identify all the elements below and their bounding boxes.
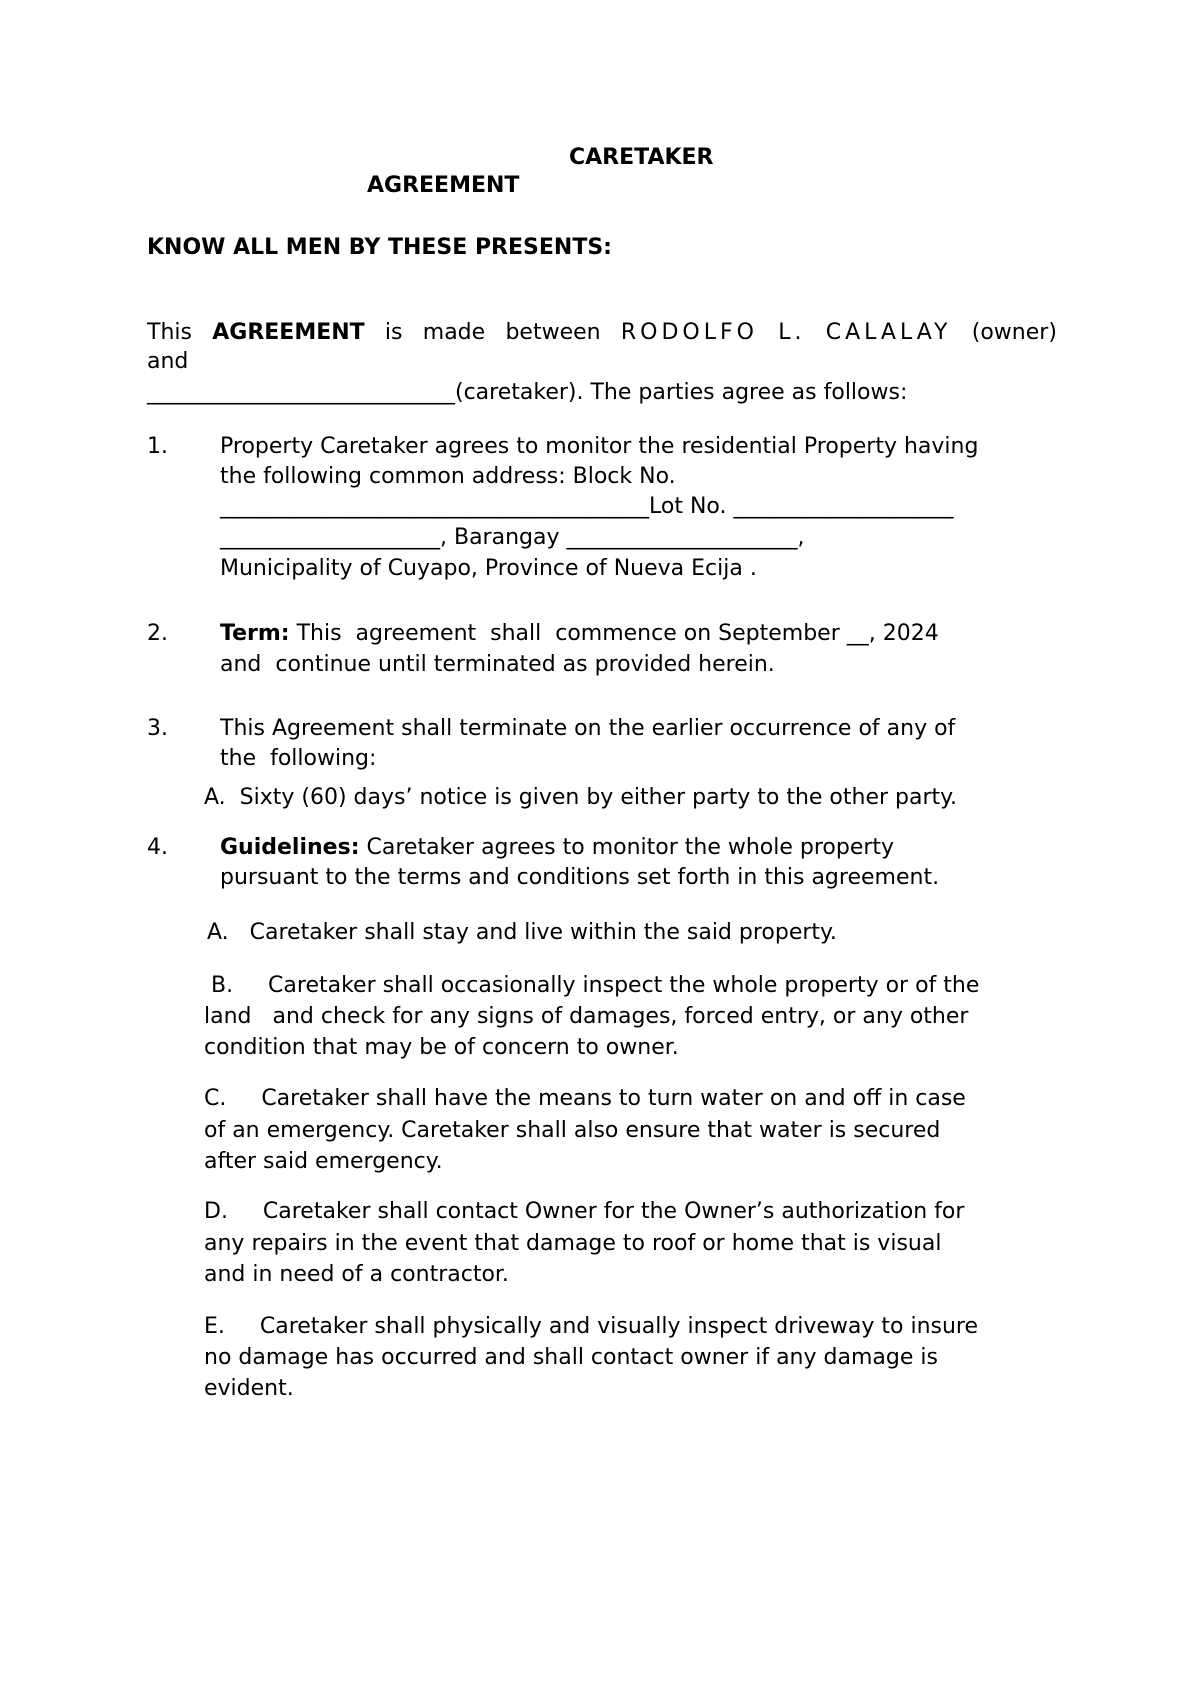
preamble-word: made <box>422 320 486 345</box>
item-3-number: 3. <box>147 716 168 741</box>
item-4-sub-b-line-3: condition that may be of concern to owner. <box>204 1035 679 1060</box>
barangay-label: , Barangay <box>440 525 560 550</box>
item-1-line-5: Municipality of Cuyapo, Province of Nueva Ecija . <box>220 556 757 581</box>
item-4-sub-c-line-3: after said emergency. <box>204 1149 443 1174</box>
lot-label: Lot No. <box>649 494 727 519</box>
item-2-line-1 <box>220 623 939 645</box>
guidelines-label: Guidelines: <box>220 835 360 860</box>
item-4-sub-d-line-3: and in need of a contractor. <box>204 1262 509 1287</box>
item-1-number: 1. <box>147 434 168 459</box>
guidelines-text: Caretaker agrees to monitor the whole property <box>366 835 895 860</box>
barangay-blank: _____________________ <box>566 525 798 550</box>
preamble-word: between <box>505 320 601 345</box>
lot-number-blank: ____________________ <box>733 494 954 519</box>
preamble-word: is <box>384 320 403 345</box>
item-1-line-1: Property Caretaker agrees to monitor the residential Property having <box>220 434 979 459</box>
intro-heading: KNOW ALL MEN BY THESE PRESENTS: <box>147 235 612 260</box>
comma: , <box>797 525 805 550</box>
address-blank: ____________________ <box>220 525 440 550</box>
item-4-sub-a: A. Caretaker shall stay and live within the said property. <box>207 920 837 945</box>
preamble-line-3 <box>147 382 907 404</box>
item-2-line-2: and continue until terminated as provided herein. <box>220 652 775 677</box>
item-4-number: 4. <box>147 835 168 860</box>
owner-last-name: CALALAY <box>825 320 952 345</box>
item-4-sub-d-line-1: D. Caretaker shall contact Owner for the Owner’s authorization for <box>204 1199 965 1224</box>
title-line-1: CARETAKER <box>569 145 714 170</box>
block-number-blank: _______________________________________ <box>220 494 649 519</box>
item-4-sub-e-line-1: E. Caretaker shall physically and visually inspect driveway to insure <box>204 1314 979 1339</box>
item-2-number: 2. <box>147 621 168 646</box>
title-line-2: AGREEMENT <box>367 173 520 198</box>
item-4-sub-e-line-2: no damage has occurred and shall contact owner if any damage is <box>204 1345 938 1370</box>
term-text: This agreement shall commence on September __, 2024 <box>296 621 939 646</box>
item-3-sub-a: A. Sixty (60) days’ notice is given by either party to the other party. <box>204 785 958 810</box>
item-3-line-2: the following: <box>220 746 377 771</box>
owner-first-name: RODOLFO <box>620 320 758 345</box>
item-4-sub-b-line-1: B. Caretaker shall occasionally inspect the whole property or of the <box>204 973 980 998</box>
preamble-word: This <box>147 320 192 345</box>
item-4-sub-d-line-2: any repairs in the event that damage to roof or home that is visual <box>204 1231 942 1256</box>
item-3-line-1: This Agreement shall terminate on the earlier occurrence of any of <box>220 716 956 741</box>
item-4-sub-c-line-1: C. Caretaker shall have the means to turn water on and off in case <box>204 1086 966 1111</box>
preamble-rest: (caretaker). The parties agree as follows: <box>455 380 908 405</box>
caretaker-name-blank: ____________________________ <box>147 380 455 405</box>
term-label: Term: <box>220 621 290 646</box>
item-4-line-1 <box>220 837 894 859</box>
owner-role: (owner) <box>971 320 1057 345</box>
item-4-line-2: pursuant to the terms and conditions set forth in this agreement. <box>220 865 940 890</box>
owner-middle-initial: L. <box>778 320 806 345</box>
item-1-line-2: the following common address: Block No. <box>220 464 676 489</box>
item-4-sub-b-line-2: land and check for any signs of damages, forced entry, or any other <box>204 1004 969 1029</box>
item-1-line-4 <box>220 527 805 549</box>
preamble-and: and <box>147 349 189 374</box>
item-1-line-3 <box>220 496 953 518</box>
item-4-sub-c-line-2: of an emergency. Caretaker shall also ensure that water is secured <box>204 1118 941 1143</box>
preamble-line-1 <box>147 322 1057 344</box>
agreement-term: AGREEMENT <box>212 320 365 345</box>
item-4-sub-e-line-3: evident. <box>204 1376 294 1401</box>
